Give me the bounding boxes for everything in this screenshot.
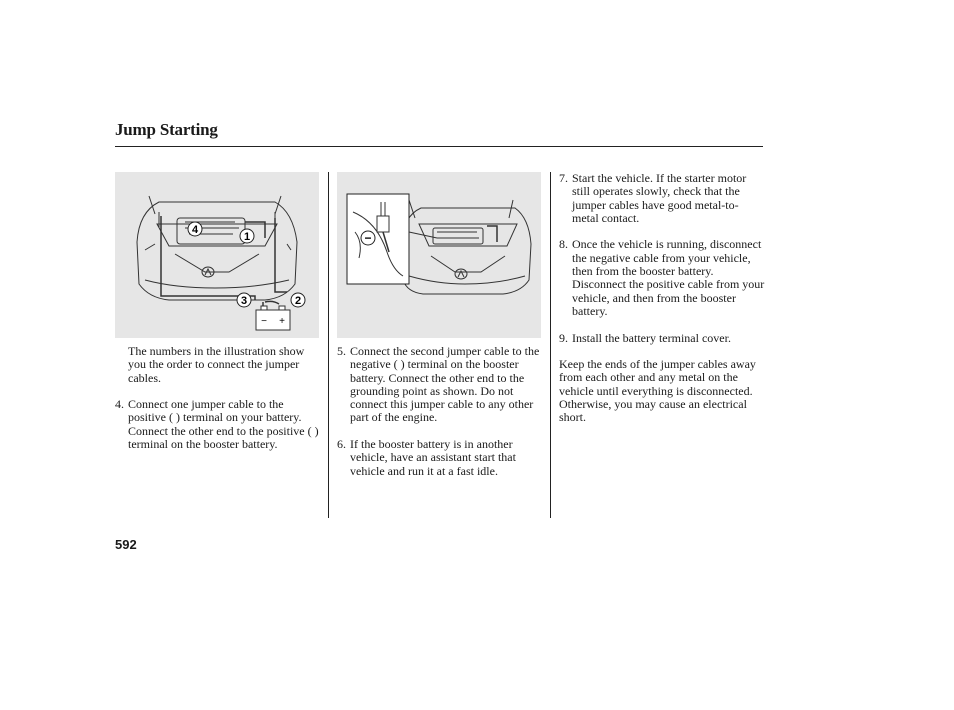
grounding-point-illustration bbox=[337, 172, 541, 338]
callout-label: − bbox=[364, 231, 372, 245]
column-divider bbox=[328, 172, 329, 518]
step-number: 5. bbox=[337, 344, 346, 358]
page-title: Jump Starting bbox=[115, 120, 218, 139]
step-number: 8. bbox=[559, 237, 568, 252]
column-2 bbox=[337, 345, 543, 478]
step-number: 6. bbox=[337, 437, 346, 452]
callout-label: 2 bbox=[294, 295, 302, 307]
negative-symbol: − bbox=[261, 316, 267, 327]
step-number: 4. bbox=[115, 397, 124, 412]
step-9 bbox=[559, 332, 765, 345]
step-text: Once the vehicle is running, disconnect the negative cable from your vehicle, then from the booster battery. Disconnect the positive cable from your vehicle, and then from the booster battery. bbox=[572, 237, 765, 318]
step-text: Connect the second jumper cable to the negative ( ) terminal on the booster battery. Connect the other end to the grounding point as shown. Do not connect this jumper cable to any other part of the engine. bbox=[350, 344, 540, 425]
callout-label: 3 bbox=[240, 295, 248, 307]
grounding-detail-inset bbox=[347, 194, 409, 284]
callout-label: 1 bbox=[243, 231, 251, 243]
step-text: Connect one jumper cable to the positive ( ) terminal on your battery. Connect the other end to the positive ( ) terminal on the booster battery. bbox=[128, 397, 319, 452]
car-body-outline bbox=[401, 208, 531, 294]
column-3 bbox=[559, 172, 765, 425]
step-5 bbox=[337, 345, 543, 425]
safety-note: Keep the ends of the jumper cables away from each other and any metal on the vehicle until everything is disconnected. Otherwise, you may cause an electrical short. bbox=[559, 357, 756, 425]
title-rule bbox=[115, 146, 763, 147]
column-1 bbox=[115, 345, 321, 451]
illustration-intro: The numbers in the illustration show you the order to connect the jumper cables. bbox=[128, 344, 305, 385]
step-text: Start the vehicle. If the starter motor still operates slowly, check that the jumper cables have good metal-to-metal contact. bbox=[572, 171, 747, 225]
step-7 bbox=[559, 172, 765, 225]
page-number: 592 bbox=[115, 537, 137, 552]
step-6 bbox=[337, 438, 543, 478]
step-text: Install the battery terminal cover. bbox=[572, 330, 731, 345]
step-number: 7. bbox=[559, 171, 568, 185]
column-divider bbox=[550, 172, 551, 518]
step-8 bbox=[559, 238, 765, 318]
step-4 bbox=[115, 398, 321, 451]
positive-symbol: + bbox=[279, 316, 285, 327]
callout-label: 4 bbox=[191, 224, 199, 236]
step-text: If the booster battery is in another vehicle, have an assistant start that vehicle and run it at a fast idle. bbox=[350, 437, 516, 478]
step-number: 9. bbox=[559, 330, 568, 345]
jump-start-illustration bbox=[115, 172, 319, 338]
